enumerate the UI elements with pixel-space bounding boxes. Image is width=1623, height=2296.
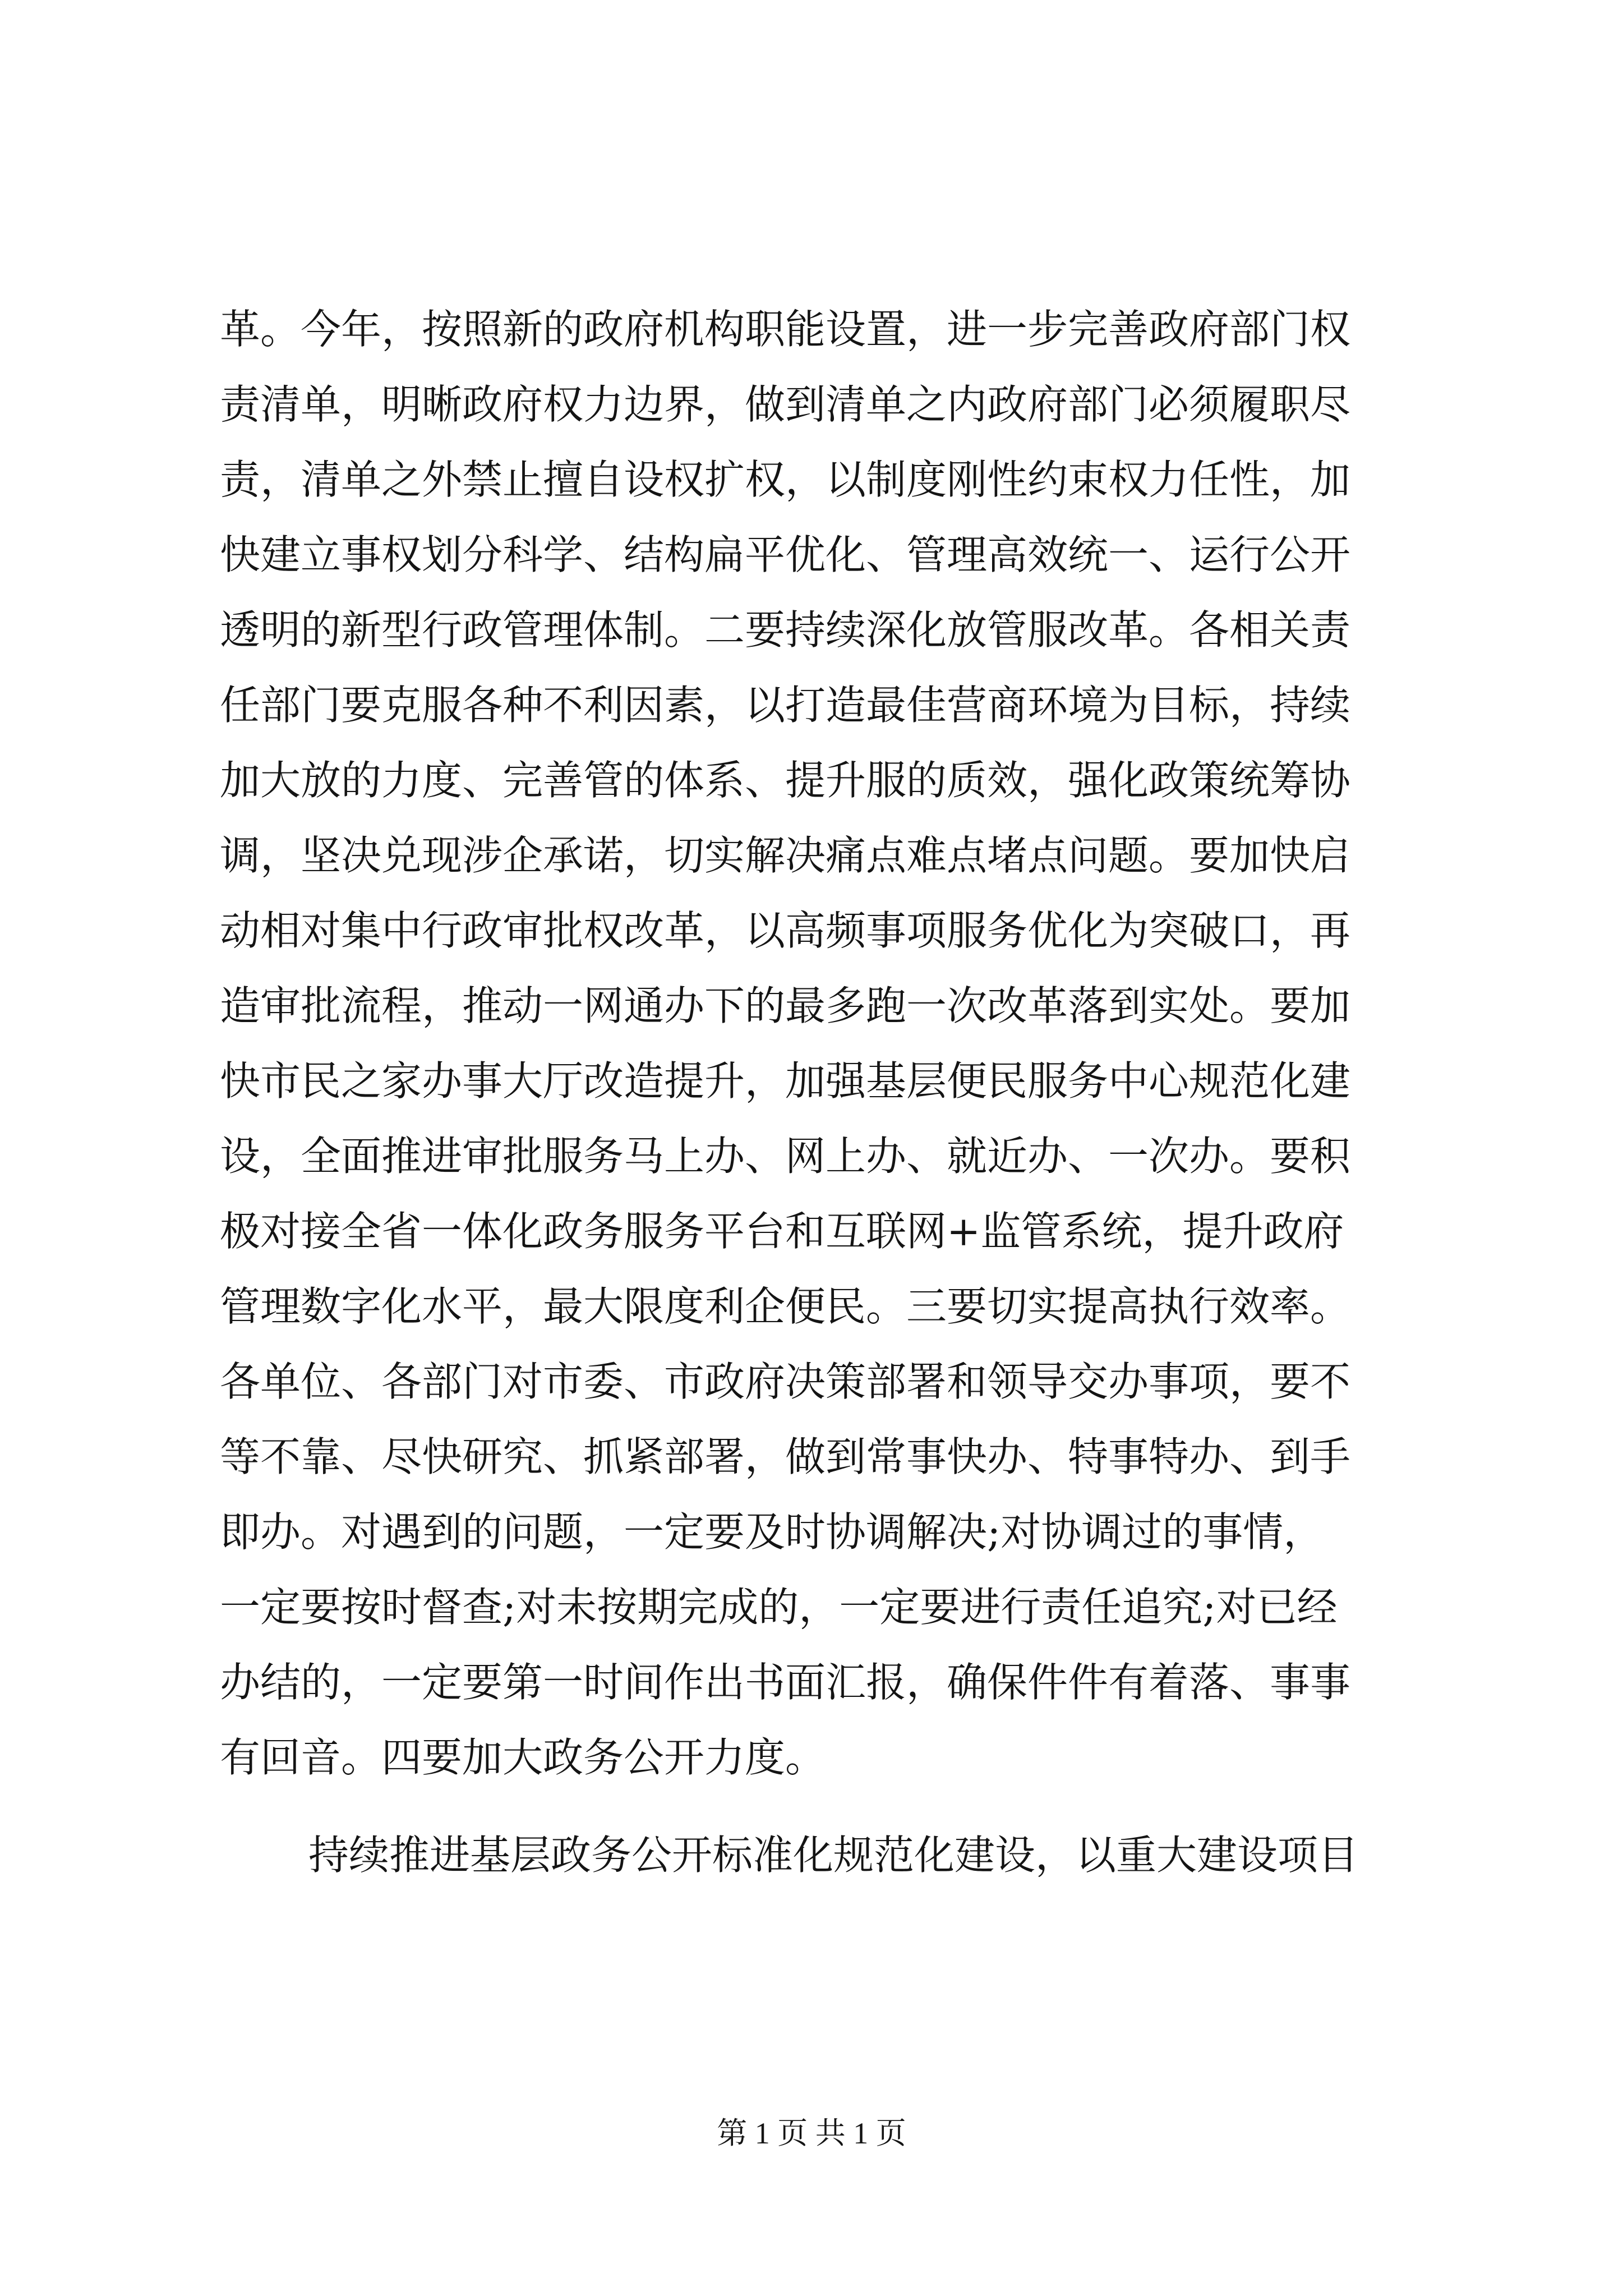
text-line: 责，清单之外禁止擅自设权扩权，以制度刚性约束权力任性，加: [220, 456, 1351, 503]
paragraph-1: [220, 292, 1431, 1795]
text-line: 动相对集中行政审批权改革，以高频事项服务优化为突破口，再: [220, 907, 1351, 954]
text-line: 调，坚决兑现涉企承诺，切实解决痛点难点堵点问题。要加快启: [220, 832, 1351, 879]
paragraph-gap: [220, 1795, 1431, 1818]
text-line: 一定要按时督查;对未按期完成的，一定要进行责任追究;对已经: [220, 1584, 1338, 1631]
text-line: 透明的新型行政管理体制。二要持续深化放管服改革。各相关责: [220, 606, 1351, 654]
text-line: 即办。对遇到的问题，一定要及时协调解决;对协调过的事情，: [220, 1508, 1324, 1556]
text-line: 办结的，一定要第一时间作出书面汇报，确保件件有着落、事事: [220, 1659, 1351, 1706]
text-line: 快市民之家办事大厅改造提升，加强基层便民服务中心规范化建: [220, 1057, 1351, 1105]
text-line: 有回音。四要加大政务公开力度。: [220, 1734, 826, 1781]
paragraph-2: [220, 1818, 1431, 1893]
text-line: 极对接全省一体化政务服务平台和互联网+监管系统，提升政府: [220, 1208, 1344, 1255]
text-line: 各单位、各部门对市委、市政府决策部署和领导交办事项，要不: [220, 1358, 1351, 1405]
page-number-footer: 第 1 页 共 1 页: [717, 2116, 906, 2150]
text-line: 快建立事权划分科学、结构扁平优化、管理高效统一、运行公开: [220, 531, 1351, 578]
text-line: 责清单，明晰政府权力边界，做到清单之内政府部门必须履职尽: [220, 381, 1351, 428]
text-line: 任部门要克服各种不利因素，以打造最佳营商环境为目标，持续: [220, 682, 1351, 729]
text-line: 管理数字化水平，最大限度利企便民。三要切实提高执行效率。: [220, 1283, 1351, 1330]
text-line: 造审批流程，推动一网通办下的最多跑一次改革落到实处。要加: [220, 982, 1351, 1029]
text-line: 等不靠、尽快研究、抓紧部署，做到常事快办、特事特办、到手: [220, 1433, 1351, 1480]
text-line: 加大放的力度、完善管的体系、提升服的质效，强化政策统筹协: [220, 757, 1351, 804]
text-line: 设，全面推进审批服务马上办、网上办、就近办、一次办。要积: [220, 1133, 1351, 1180]
text-line: 持续推进基层政务公开标准化规范化建设，以重大建设项目: [308, 1832, 1359, 1879]
text-line: 革。今年，按照新的政府机构职能设置，进一步完善政府部门权: [220, 306, 1351, 353]
document-body: [220, 292, 1431, 1893]
